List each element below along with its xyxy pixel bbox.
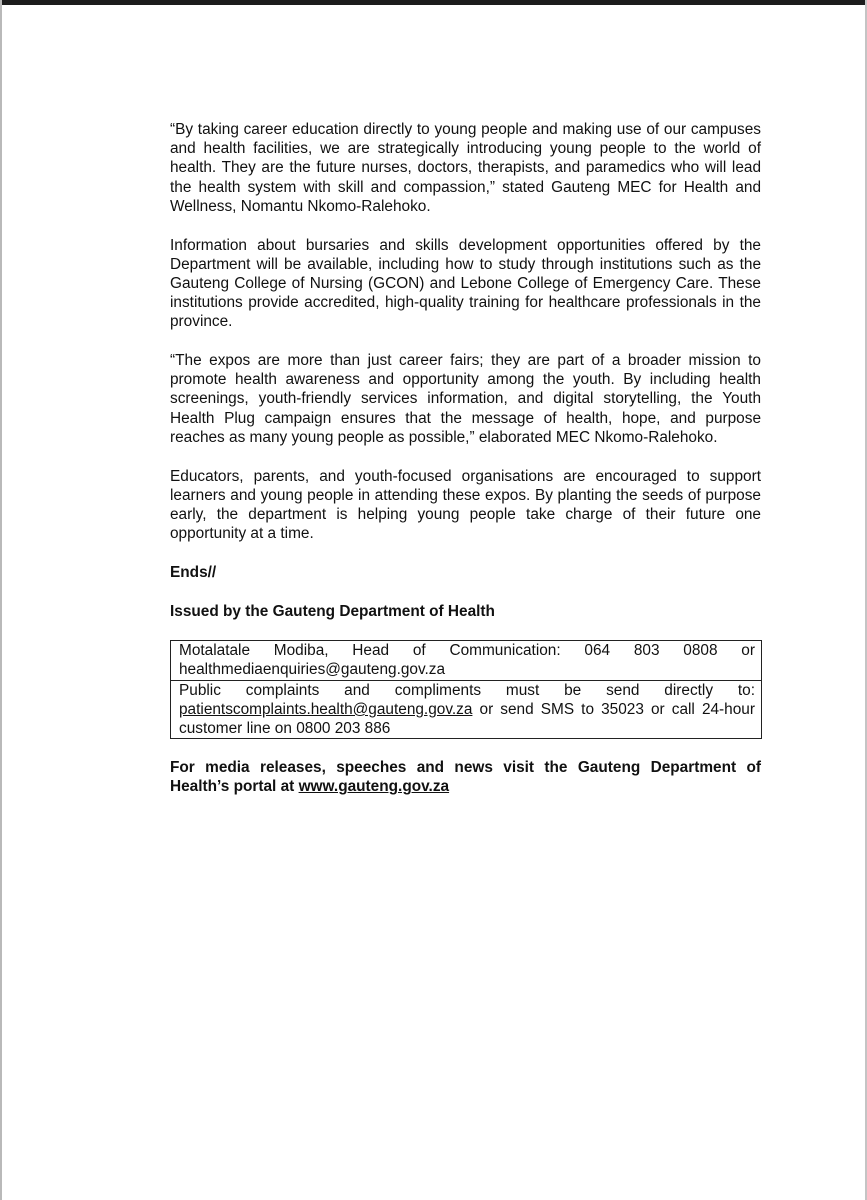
complaints-email-link[interactable]: patientscomplaints.health@gauteng.gov.za bbox=[179, 700, 473, 718]
paragraph-expos-quote: “The expos are more than just career fairs; they are part of a broader mission to promote health awareness and opportunity among the youth. By including health screenings, youth-friendly services information, and digital storytelling, the Youth Health Plug campaign ensures that the message of health, hope, and purpose reaches as many young people as possible,” elaborated MEC Nkomo-Ralehoko. bbox=[170, 352, 761, 446]
gauteng-portal-link[interactable]: www.gauteng.gov.za bbox=[298, 778, 450, 796]
complaints-suffix: or send SMS to 35023 or call 24-hour customer line on 0800 203 886 bbox=[179, 700, 755, 738]
media-releases-text: For media releases, speeches and news visit the Gauteng Department of Health’s portal at bbox=[170, 759, 761, 796]
paragraph-bursaries: Information about bursaries and skills development opportunities offered by the Department will be available, including how to study through institutions such as the Gauteng College of Nursing (GCON) and Lebone College of Emergency Care. These institutions provide accredited, high-quality training for healthcare professionals in the province. bbox=[170, 236, 761, 331]
contact-communication-cell: Motalatale Modiba, Head of Communication: 064 803 0808 or healthmediaenquiries@gauteng.gov.za bbox=[171, 641, 762, 680]
page-left-edge bbox=[0, 0, 2, 1200]
paragraph-mec-quote: “By taking career education directly to young people and making use of our campuses and health facilities, we are strategically introducing young people to the world of health. They are the future nurses, doctors, therapists, and paramedics who will lead the health system with skill and compassion,” stated Gauteng MEC for Health and Wellness, Nomantu Nkomo-Ralehoko. bbox=[170, 121, 761, 215]
media-releases-note bbox=[170, 758, 761, 796]
paragraph-educators: Educators, parents, and youth-focused organisations are encouraged to support learners and young people in attending these expos. By planting the seeds of purpose early, the department is helping young people take charge of their future one opportunity at a time. bbox=[170, 467, 761, 543]
contact-complaints-cell bbox=[171, 680, 762, 739]
top-border bbox=[0, 0, 867, 5]
complaints-prefix: Public complaints and compliments must be send directly to: bbox=[179, 681, 755, 699]
contact-table bbox=[170, 640, 762, 739]
issued-by-heading: Issued by the Gauteng Department of Health bbox=[170, 602, 495, 620]
contact-row-communication bbox=[171, 641, 762, 680]
contact-row-complaints bbox=[171, 680, 762, 739]
ends-marker: Ends// bbox=[170, 563, 217, 581]
document-body bbox=[170, 120, 761, 797]
